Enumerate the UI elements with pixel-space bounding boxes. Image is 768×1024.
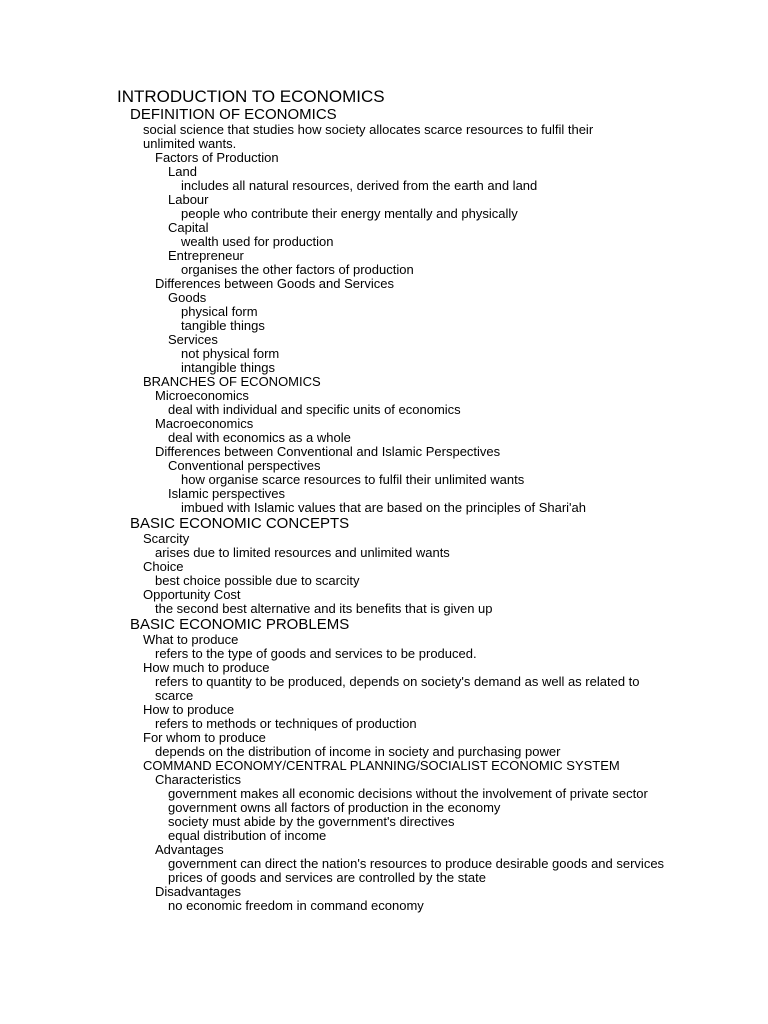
outline-line: refers to the type of goods and services to be produced. — [155, 646, 477, 661]
outline-list — [0, 87, 768, 913]
outline-line: how organise scarce resources to fulfil their unlimited wants — [181, 472, 525, 487]
outline-line: Services — [168, 332, 218, 347]
outline-line: Entrepreneur — [168, 248, 244, 263]
section-heading: BASIC ECONOMIC CONCEPTS — [130, 515, 350, 532]
outline-line: Differences between Conventional and Islamic Perspectives — [155, 444, 501, 459]
outline-line: Islamic perspectives — [168, 486, 286, 501]
outline-line: Macroeconomics — [155, 416, 254, 431]
outline-line: deal with individual and specific units of economics — [168, 402, 461, 417]
outline-line: Scarcity — [143, 531, 190, 546]
title-heading: INTRODUCTION TO ECONOMICS — [117, 87, 385, 106]
outline-line: wealth used for production — [181, 234, 334, 249]
outline-line: COMMAND ECONOMY/CENTRAL PLANNING/SOCIALIST ECONOMIC SYSTEM — [143, 758, 620, 773]
outline-line: What to produce — [143, 632, 239, 647]
outline-line: Advantages — [155, 842, 224, 857]
outline-line: arises due to limited resources and unlimited wants — [155, 545, 450, 560]
outline-line: Differences between Goods and Services — [155, 276, 394, 291]
outline-line: Goods — [168, 290, 207, 305]
outline-line: government makes all economic decisions without the involvement of private sector — [168, 786, 648, 801]
outline-line: BRANCHES OF ECONOMICS — [143, 374, 321, 389]
outline-line: intangible things — [181, 360, 275, 375]
outline-line: Conventional perspectives — [168, 458, 321, 473]
outline-line: society must abide by the government's directives — [168, 814, 455, 829]
outline-line: depends on the distribution of income in society and purchasing power — [155, 744, 561, 759]
outline-line: Factors of Production — [155, 150, 279, 165]
outline-line: organises the other factors of production — [181, 262, 414, 277]
outline-line: not physical form — [181, 346, 280, 361]
outline-line: prices of goods and services are controlled by the state — [168, 870, 486, 885]
outline-line: How to produce — [143, 702, 235, 717]
outline-line: Characteristics — [155, 772, 241, 787]
section-heading: BASIC ECONOMIC PROBLEMS — [130, 616, 350, 633]
outline-line: How much to produce — [143, 660, 270, 675]
outline-line: includes all natural resources, derived from the earth and land — [181, 178, 538, 193]
outline-line: Choice — [143, 559, 184, 574]
outline-line: equal distribution of income — [168, 828, 327, 843]
section-heading: DEFINITION OF ECONOMICS — [130, 106, 337, 123]
outline-line: tangible things — [181, 318, 265, 333]
outline-line: social science that studies how society allocates scarce resources to fulfil their unlimited wants. — [143, 122, 594, 151]
outline-line: the second best alternative and its benefits that is given up — [155, 601, 493, 616]
outline-line: Opportunity Cost — [143, 587, 241, 602]
outline-line: physical form — [181, 304, 258, 319]
outline-line: deal with economics as a whole — [168, 430, 351, 445]
outline-line: Microeconomics — [155, 388, 249, 403]
outline-line: Disadvantages — [155, 884, 241, 899]
outline-line: government owns all factors of production in the economy — [168, 800, 501, 815]
outline-line: Labour — [168, 192, 209, 207]
outline-line: refers to quantity to be produced, depends on society's demand as well as related to scarce — [155, 674, 640, 703]
outline-line: Capital — [168, 220, 209, 235]
outline-line: For whom to produce — [143, 730, 266, 745]
outline-line: best choice possible due to scarcity — [155, 573, 360, 588]
outline-line: no economic freedom in command economy — [168, 898, 424, 913]
outline-line: government can direct the nation's resources to produce desirable goods and services — [168, 856, 665, 871]
outline-line: imbued with Islamic values that are based on the principles of Shari'ah — [181, 500, 586, 515]
outline-line: refers to methods or techniques of production — [155, 716, 417, 731]
outline-line: people who contribute their energy mentally and physically — [181, 206, 518, 221]
outline-line: Land — [168, 164, 197, 179]
